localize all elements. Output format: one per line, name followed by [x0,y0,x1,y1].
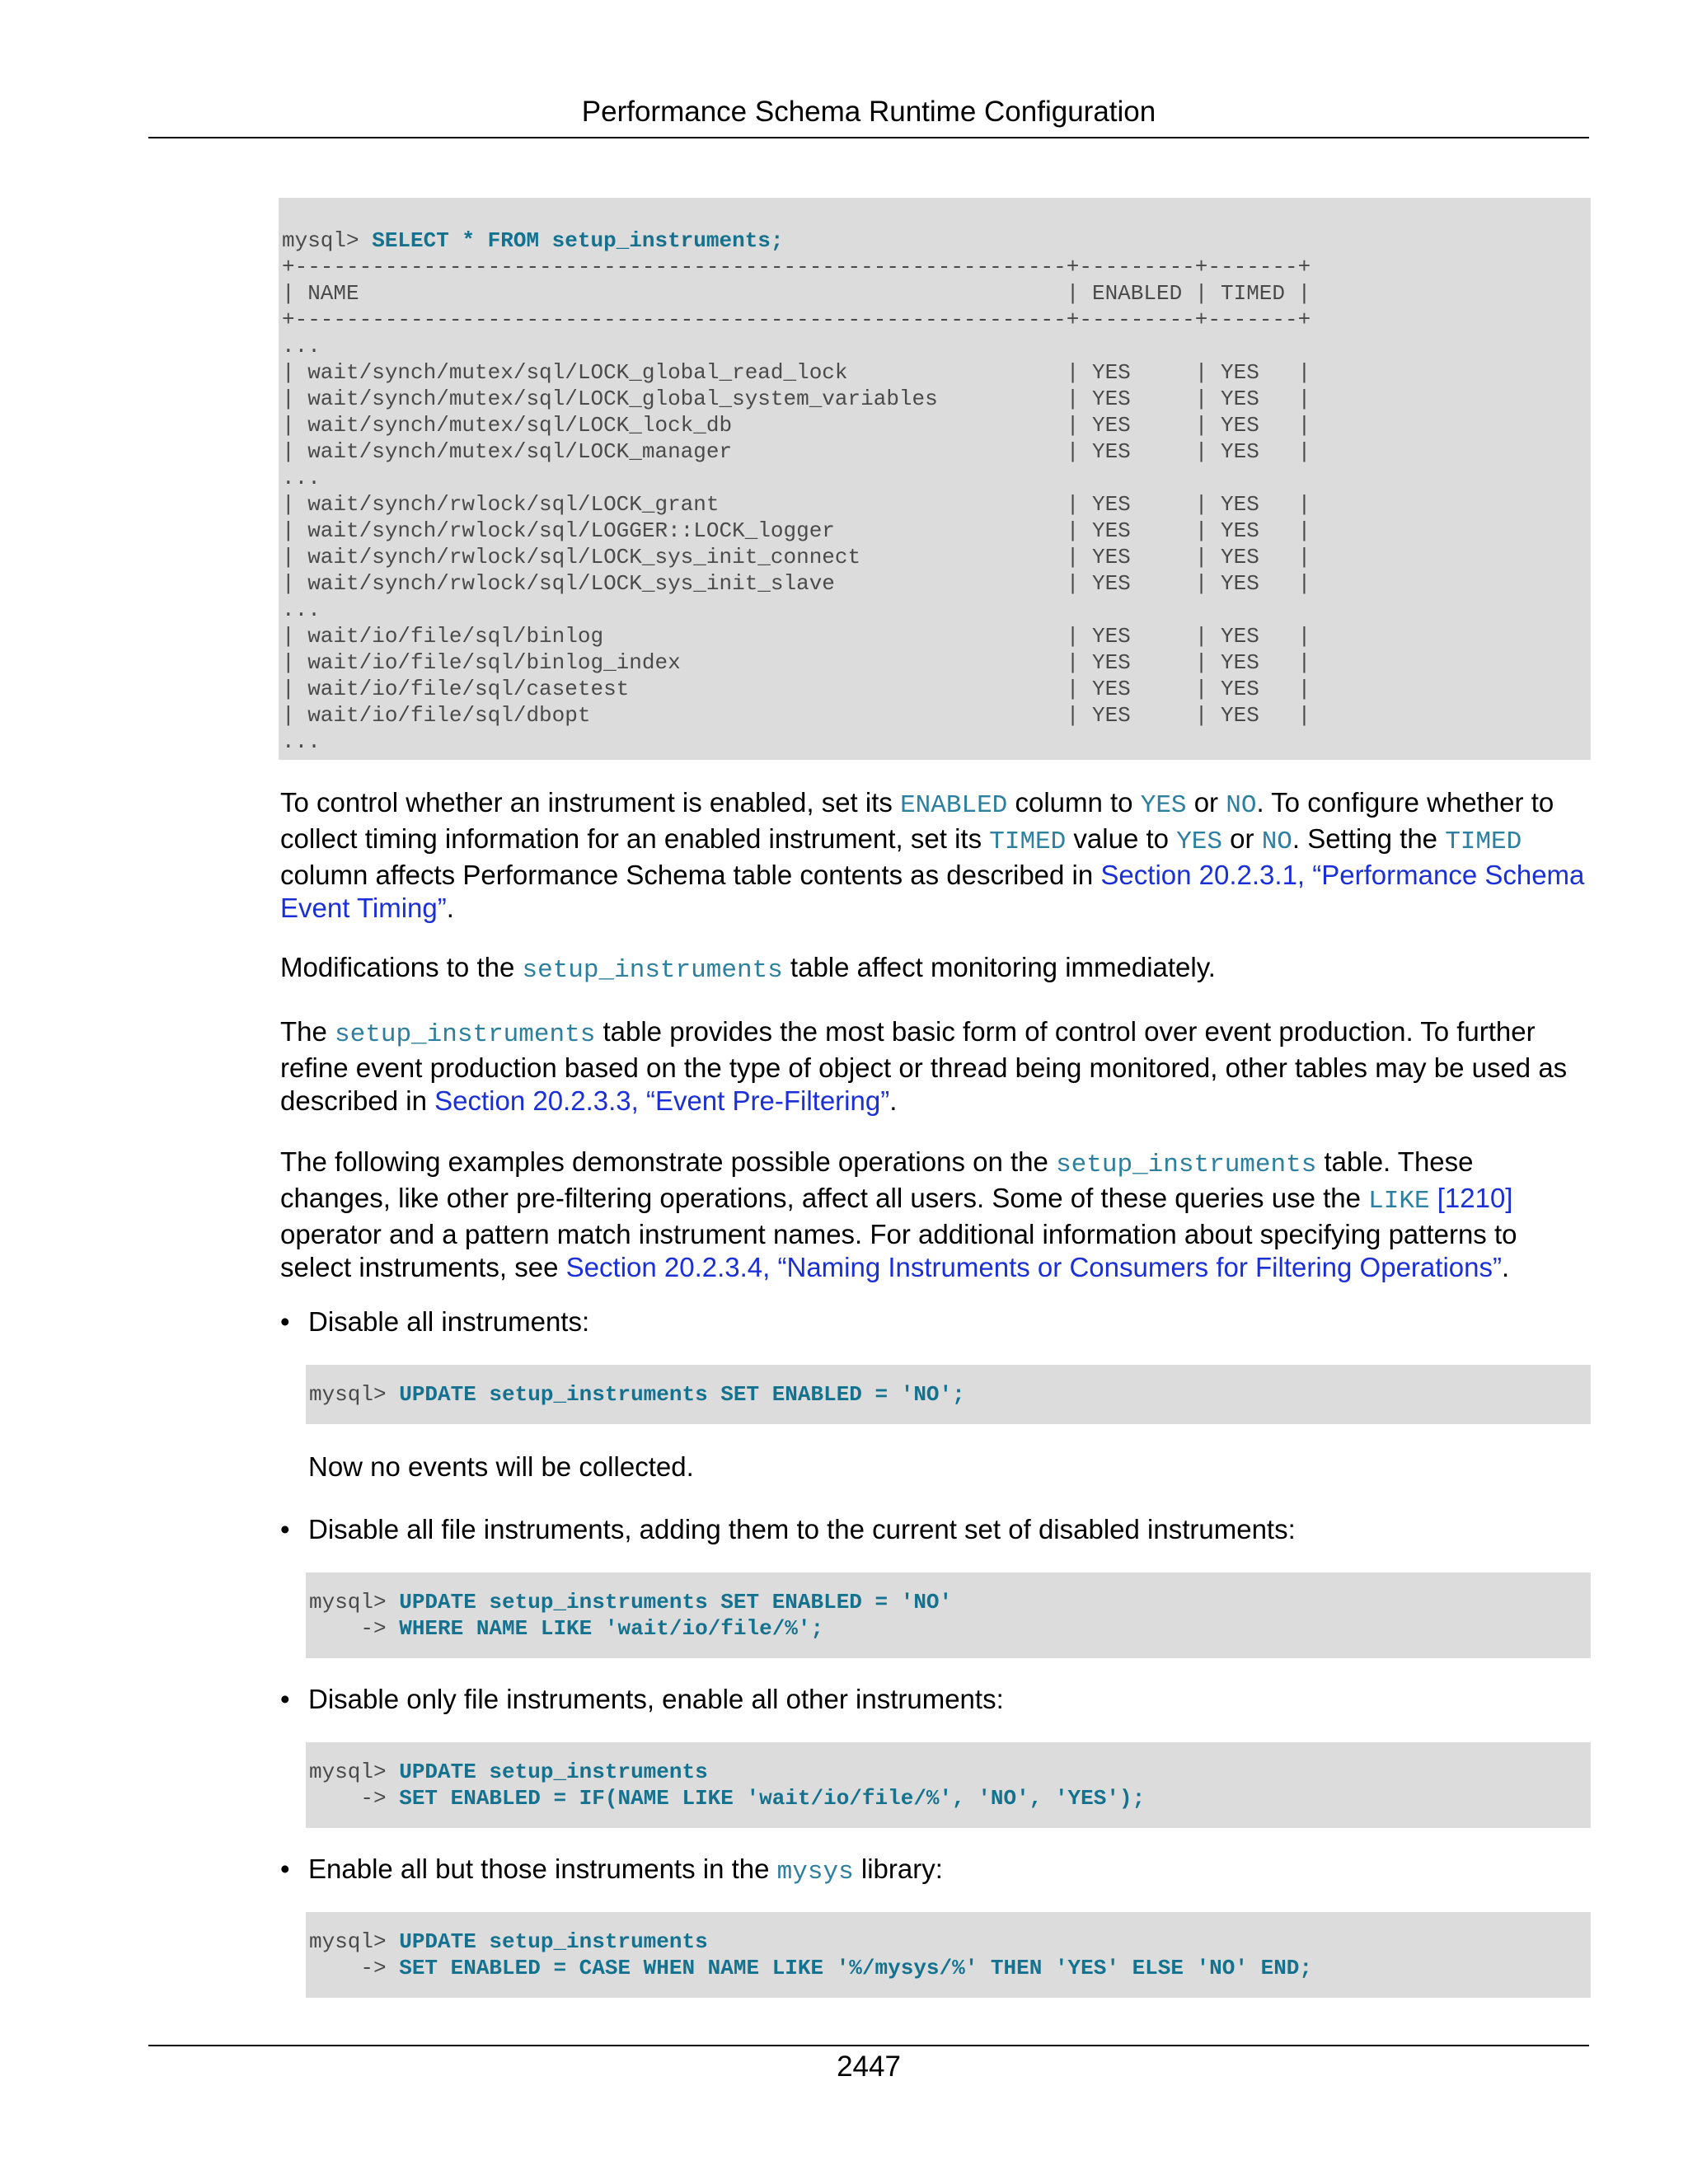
code-prompt: mysql> [309,1590,400,1615]
bullet-item [280,1853,1591,1889]
code-prompt: mysql> [309,1382,400,1407]
bullet-item [280,1513,1591,1546]
inline-code: LIKE [1368,1187,1430,1216]
bullet-marker: • [280,1854,290,1884]
bullet-note: Now no events will be collected. [308,1451,694,1482]
code-line: | wait/io/file/sql/dbopt | YES | YES | [282,703,1311,728]
code-line: +------------------------------------------------------------+---------+-------+ [282,255,1311,279]
inline-code: TIMED [1445,827,1522,856]
code-block-select [279,198,1591,760]
text: table affect monitoring immediately. [782,952,1216,982]
text: . To configure whether to collect timing information for an enabled instrument, set its [280,787,1554,854]
code-block-disable-all [306,1365,1591,1424]
code-block-enable-mysys [306,1912,1591,1998]
inline-code: NO [1226,791,1257,820]
link-naming-instruments[interactable]: Section 20.2.3.4, “Naming Instruments or Consumers for Filtering Operations” [565,1252,1502,1282]
bullet-marker: • [280,1684,290,1714]
code-block-disable-file [306,1572,1591,1658]
code-continuation: -> [309,1616,400,1641]
code-line: | wait/synch/mutex/sql/LOCK_global_system_variables | YES | YES | [282,387,1311,411]
text: . [889,1085,898,1116]
text: or [1186,787,1226,818]
code-line: | wait/synch/rwlock/sql/LOCK_grant | YES | YES | [282,492,1311,517]
code-statement: UPDATE setup_instruments SET ENABLED = 'NO'; [399,1382,965,1407]
code-prompt: mysql> [282,228,373,253]
code-prompt: mysql> [309,1929,400,1954]
text: table provides the most basic form of control over event production. To further refine event production based on the type of object or thread being monitored, other tables may be used as described in [280,1016,1568,1116]
text: column affects Performance Schema table contents as described in [280,860,1101,890]
link-event-timing[interactable]: Section 20.2.3.1, “Performance Schema Event Timing” [280,860,1585,923]
bullet-text: Enable all but those instruments in the [308,1854,777,1884]
code-line: | wait/synch/rwlock/sql/LOGGER::LOCK_logger | YES | YES | [282,518,1311,543]
code-line: | NAME | ENABLED | TIMED | [282,281,1311,306]
code-line: | wait/synch/mutex/sql/LOCK_lock_db | YES | YES | [282,413,1311,438]
header-rule [148,137,1589,138]
bullet-marker: • [280,1306,290,1337]
text: . [446,893,454,923]
inline-code: TIMED [989,827,1067,856]
footer-rule [148,2045,1589,2046]
bullet-text: Disable all instruments: [308,1306,590,1337]
code-statement: UPDATE setup_instruments [399,1760,708,1784]
code-line: | wait/synch/mutex/sql/LOCK_manager | YES | YES | [282,439,1311,464]
code-statement: SET ENABLED = CASE WHEN NAME LIKE '%/mysys/%' THEN 'YES' ELSE 'NO' END; [399,1956,1312,1980]
code-line: | wait/io/file/sql/casetest | YES | YES | [282,677,1311,701]
code-line: | wait/synch/mutex/sql/LOCK_global_read_lock | YES | YES | [282,360,1311,385]
code-line: ... [282,598,321,622]
paragraph-modifications [280,951,1591,987]
page-header: Performance Schema Runtime Configuration [581,96,1156,128]
code-line: | wait/io/file/sql/binlog | YES | YES | [282,624,1311,649]
code-line: ... [282,466,321,490]
code-continuation: -> [309,1786,400,1811]
code-block-disable-only-file [306,1742,1591,1828]
text: . [1501,1252,1510,1282]
text: The following examples demonstrate possible operations on the [280,1146,1057,1177]
text: . Setting the [1292,823,1446,854]
inline-code: setup_instruments [1056,1151,1317,1179]
code-statement: WHERE NAME LIKE 'wait/io/file/%'; [399,1616,824,1641]
paragraph-enabled-timed [280,786,1591,925]
code-line: | wait/io/file/sql/binlog_index | YES | YES | [282,650,1311,675]
code-line: ... [282,334,321,359]
link-page-ref[interactable]: [1210] [1429,1183,1513,1213]
text: value to [1066,823,1177,854]
text: Modifications to the [280,952,523,982]
inline-code: setup_instruments [522,956,783,985]
paragraph-examples [280,1146,1591,1284]
text: To control whether an instrument is enabled, set its [280,787,901,818]
bullet-text: Disable all file instruments, adding them to the current set of disabled instruments: [308,1514,1296,1544]
code-line: +------------------------------------------------------------+---------+-------+ [282,307,1311,332]
bullet-text: Disable only file instruments, enable all other instruments: [308,1684,1004,1714]
code-statement: SET ENABLED = IF(NAME LIKE 'wait/io/file/%', 'NO', 'YES'); [399,1786,1146,1811]
bullet-item [280,1683,1591,1716]
paragraph-basic-control [280,1015,1591,1118]
page-number: 2447 [837,2050,901,2083]
bullet-text: library: [853,1854,943,1884]
code-line: | wait/synch/rwlock/sql/LOCK_sys_init_slave | YES | YES | [282,571,1311,596]
inline-code: NO [1261,827,1292,856]
code-line: | wait/synch/rwlock/sql/LOCK_sys_init_connect | YES | YES | [282,545,1311,569]
bullet-marker: • [280,1514,290,1544]
text: column to [1007,787,1141,818]
inline-code: YES [1176,827,1222,856]
inline-code: mysys [776,1858,854,1886]
bullet-item [280,1305,1591,1338]
text: table. These changes, like other pre-filtering operations, affect all users. Some of these queries use the [280,1146,1474,1213]
inline-code: YES [1140,791,1187,820]
inline-code: ENABLED [900,791,1008,820]
text: The [280,1016,335,1047]
code-prompt: mysql> [309,1760,400,1784]
code-statement: UPDATE setup_instruments SET ENABLED = 'NO' [399,1590,953,1615]
code-statement: SELECT * FROM setup_instruments; [372,228,784,253]
code-line: ... [282,729,321,754]
code-statement: UPDATE setup_instruments [399,1929,708,1954]
text: operator and a pattern match instrument names. For additional information about specifying patterns to select instruments, see [280,1219,1517,1282]
link-pre-filtering[interactable]: Section 20.2.3.3, “Event Pre-Filtering” [434,1085,890,1116]
code-continuation: -> [309,1956,400,1980]
text: or [1222,823,1262,854]
inline-code: setup_instruments [335,1020,596,1049]
